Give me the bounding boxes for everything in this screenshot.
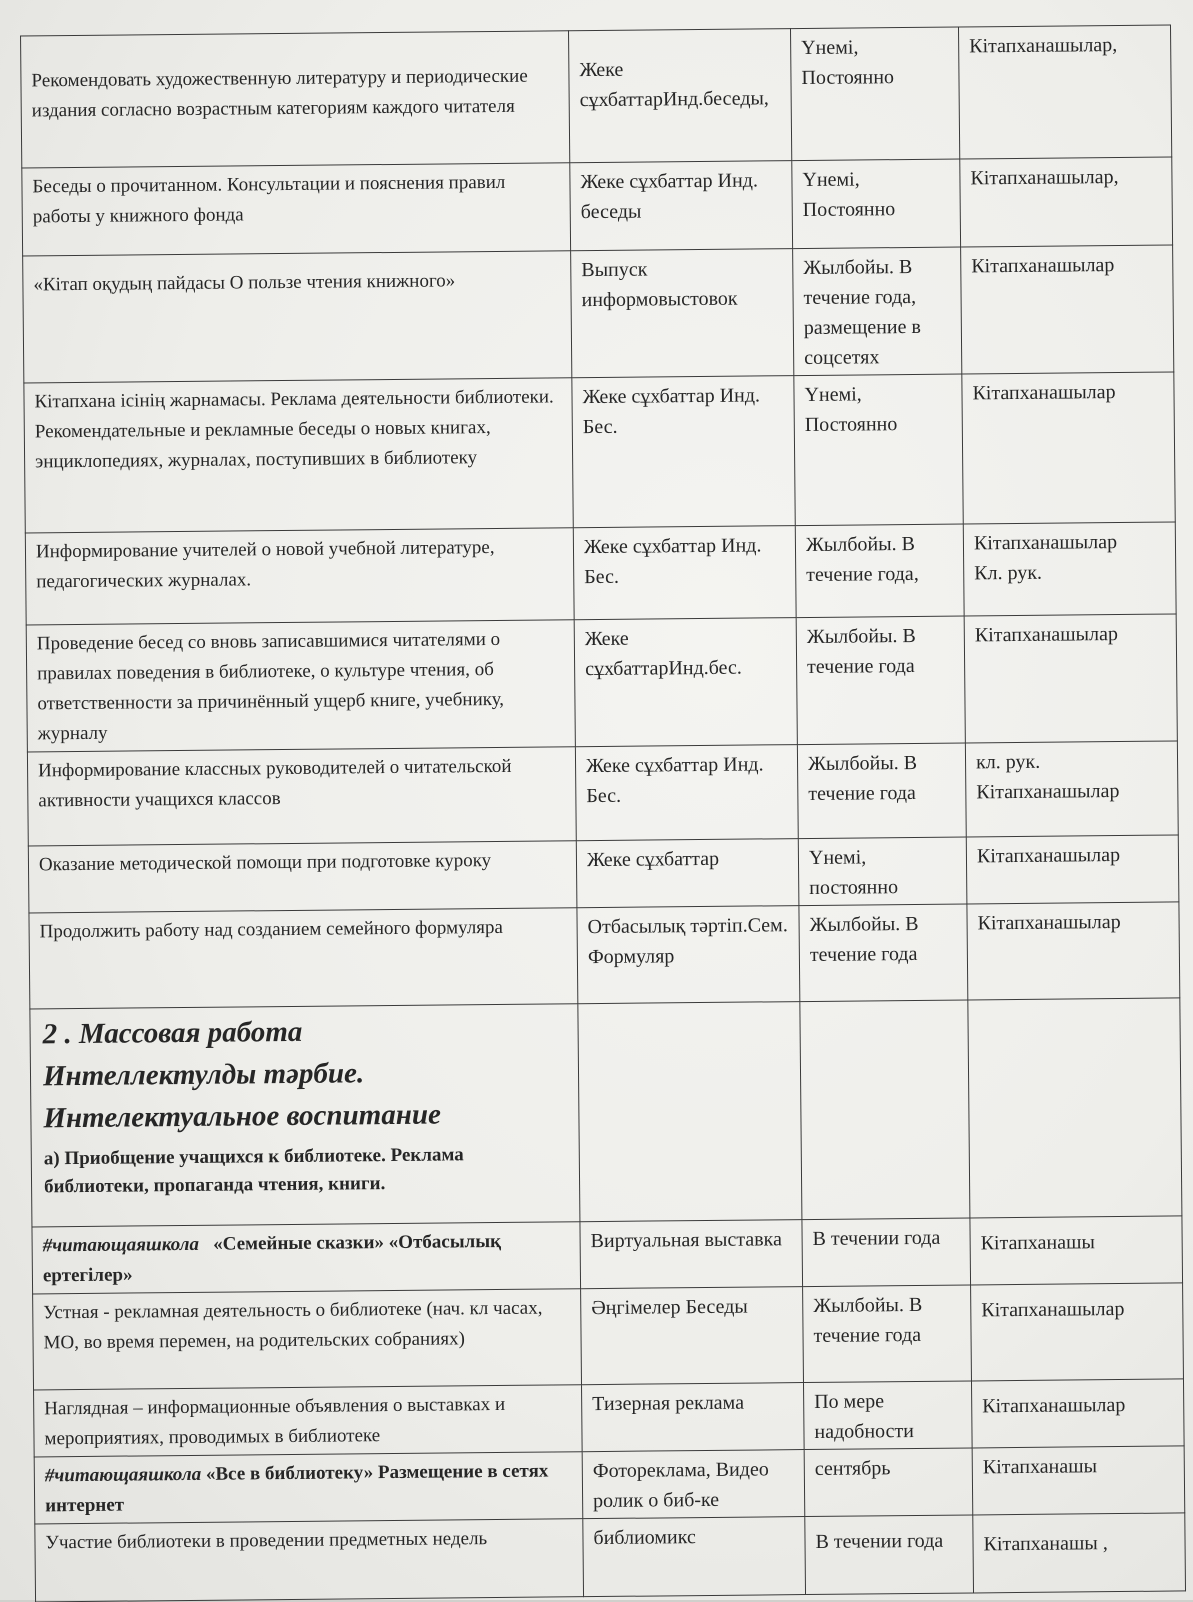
event-text: Информирование учителей о новой учебной литературе, педагогических журналах. bbox=[35, 536, 495, 593]
event-text: Проведение бесед со вновь записавшимися читателями о правилах поведения в библиотеке, о культуре чтения, об ответственности за причинённый ущерб книге, учебнику, журналу bbox=[36, 628, 505, 745]
event-cell bbox=[23, 251, 572, 383]
form-cell bbox=[575, 745, 798, 841]
table-row bbox=[22, 157, 1173, 256]
form-cell bbox=[572, 376, 795, 528]
table-row bbox=[29, 902, 1180, 1009]
responsible-cell bbox=[970, 1216, 1183, 1285]
responsible-cell bbox=[958, 25, 1171, 159]
form-text: Отбасылық тәртіп.Сем. Формуляр bbox=[587, 914, 788, 969]
responsible-cell bbox=[960, 157, 1173, 247]
form-cell bbox=[581, 1287, 804, 1385]
event-text-line: Рекомендательные и рекламные беседы о новых книгах, энциклопедиях, журналах, поступивших в библиотеку bbox=[34, 417, 491, 473]
table-row bbox=[25, 522, 1176, 625]
section-title-line: Интелектуальное воспитание bbox=[43, 1098, 442, 1135]
event-cell bbox=[26, 620, 575, 752]
table-row bbox=[34, 1379, 1185, 1457]
table-row bbox=[26, 614, 1177, 752]
period-text: Үнемі, Постоянно bbox=[802, 168, 896, 222]
responsible-text: Кітапханашылар, bbox=[969, 33, 1118, 58]
form-text: Жеке сұхбаттар Инд. беседы bbox=[580, 169, 759, 224]
responsible-text: Кітапханашылар, bbox=[970, 165, 1119, 190]
period-cell bbox=[800, 1000, 970, 1220]
period-text: Үнемі, Постоянно bbox=[804, 383, 898, 437]
form-cell bbox=[573, 526, 796, 620]
event-text: Информирование классных руководителей о читательской активности учащихся классов bbox=[37, 755, 512, 812]
section-title-line: Интеллектулды тәрбие. bbox=[42, 1057, 365, 1093]
form-text: Жеке сұхбаттарИнд.бес. bbox=[584, 627, 742, 681]
table-row bbox=[23, 245, 1174, 383]
form-cell bbox=[576, 839, 799, 908]
form-text: Фотореклама, Видео ролик о биб-ке bbox=[592, 1458, 769, 1513]
period-text: Жылбойы. В течение года bbox=[807, 751, 918, 805]
event-cell bbox=[32, 1222, 581, 1294]
event-cell bbox=[27, 747, 576, 846]
event-cell bbox=[28, 841, 577, 913]
responsible-cell bbox=[961, 245, 1174, 374]
period-text: Жылбойы. В течение года bbox=[806, 624, 916, 678]
period-cell bbox=[802, 1218, 971, 1287]
period-text: Жылбойы. В течение года, bbox=[805, 532, 919, 587]
table-row bbox=[27, 741, 1178, 846]
event-cell bbox=[24, 378, 573, 533]
responsible-text: Кітапханашы , bbox=[983, 1532, 1108, 1556]
form-cell bbox=[577, 906, 800, 1004]
event-text: Продолжить работу над созданием семейного формуляра bbox=[39, 916, 504, 943]
event-title-text: «Семейные сказки» «Отбасылық ертегілер» bbox=[42, 1230, 502, 1287]
form-cell bbox=[578, 1002, 802, 1222]
responsible-cell bbox=[964, 614, 1177, 743]
form-text: Жеке сұхбаттар Инд. Бес. bbox=[582, 384, 761, 439]
responsible-cell bbox=[965, 741, 1178, 837]
form-cell bbox=[580, 1220, 803, 1289]
responsible-text: Кітапханашылар bbox=[971, 254, 1115, 278]
responsible-text: Кітапханашылар bbox=[976, 844, 1121, 868]
event-text: Оказание методической помощи при подготовке куроку bbox=[38, 850, 492, 876]
responsible-text-line: Кітапханашылар bbox=[976, 780, 1120, 804]
period-text: Үнемі, Постоянно bbox=[801, 36, 895, 90]
event-cell bbox=[33, 1289, 582, 1390]
form-text: Выпуск информовыстовок bbox=[581, 258, 738, 312]
section-title-line: 2 . Массовая работа bbox=[42, 1015, 303, 1051]
hashtag-text: #читающаяшкола bbox=[42, 1233, 200, 1257]
table-row bbox=[34, 1446, 1185, 1524]
event-text: Беседы о прочитанном. Консультации и пояснения правил работы у книжного фонда bbox=[32, 171, 506, 228]
event-title-text: «Все в библиотеку» Размещение в сетях интернет bbox=[45, 1460, 549, 1517]
event-cell bbox=[22, 163, 571, 256]
responsible-text-line: Кітапханашылар bbox=[973, 531, 1118, 555]
responsible-text: Кітапханашылар bbox=[977, 911, 1121, 935]
section-row bbox=[30, 998, 1182, 1227]
period-cell bbox=[794, 374, 963, 526]
responsible-cell bbox=[968, 998, 1182, 1218]
table-row bbox=[35, 1513, 1186, 1602]
period-text: В течении года bbox=[812, 1226, 941, 1250]
table-row bbox=[21, 25, 1172, 168]
form-text: Виртуальная выставка bbox=[590, 1228, 783, 1253]
responsible-text: Кітапханашы bbox=[980, 1231, 1095, 1255]
event-cell bbox=[34, 1452, 583, 1524]
period-cell bbox=[796, 616, 965, 745]
period-cell bbox=[804, 1448, 973, 1517]
period-text: По мере надобности bbox=[814, 1390, 915, 1443]
period-cell bbox=[793, 247, 962, 376]
responsible-text: Кітапханашылар bbox=[982, 1393, 1126, 1418]
form-text: библиомикс bbox=[593, 1526, 696, 1550]
section-subtitle: а) Приобщение учащихся к библиотеке. Реклама библиотеки, пропаганда чтения, книги. bbox=[43, 1144, 464, 1198]
work-plan-table bbox=[20, 24, 1186, 1602]
period-cell bbox=[799, 904, 968, 1002]
period-cell bbox=[790, 27, 959, 161]
responsible-cell bbox=[963, 522, 1176, 616]
table-row bbox=[28, 835, 1179, 913]
form-cell bbox=[583, 1517, 806, 1597]
responsible-cell bbox=[971, 1379, 1184, 1448]
responsible-cell bbox=[967, 902, 1180, 1000]
form-cell bbox=[574, 618, 797, 747]
form-cell bbox=[569, 29, 792, 163]
table-row bbox=[32, 1216, 1183, 1294]
period-text: В течении года bbox=[815, 1529, 944, 1553]
form-cell bbox=[570, 161, 793, 251]
responsible-cell bbox=[966, 835, 1179, 904]
form-cell bbox=[571, 249, 794, 378]
responsible-cell bbox=[973, 1513, 1186, 1593]
section-cell bbox=[30, 1004, 580, 1227]
period-cell bbox=[798, 837, 967, 906]
event-cell bbox=[29, 908, 578, 1009]
form-text: Жеке сұхбаттар Инд. Бес. bbox=[585, 753, 764, 808]
event-text-line: Кітапхана ісінің жарнамасы. Реклама деятельности библиотеки. bbox=[34, 386, 554, 413]
responsible-text: Кітапханашылар bbox=[981, 1297, 1125, 1322]
event-cell bbox=[34, 1385, 583, 1457]
period-cell bbox=[792, 159, 961, 249]
period-text: Жылбойы. В течение года bbox=[809, 912, 919, 966]
form-cell bbox=[582, 1383, 805, 1452]
responsible-cell bbox=[971, 1283, 1184, 1381]
event-cell bbox=[25, 528, 574, 625]
table-row bbox=[24, 372, 1175, 533]
responsible-cell bbox=[962, 372, 1175, 524]
form-text: Тизерная реклама bbox=[592, 1391, 745, 1416]
responsible-cell bbox=[972, 1446, 1185, 1515]
event-text: Участие библиотеки в проведении предметных недель bbox=[45, 1528, 488, 1554]
period-text: Үнемі, постоянно bbox=[808, 846, 899, 899]
event-text: Наглядная – информационные объявления о выставках и мероприятиях, проводимых в библиотеке bbox=[44, 1393, 506, 1450]
period-cell bbox=[803, 1285, 972, 1383]
responsible-text-line: кл. рук. bbox=[975, 750, 1041, 774]
form-text: Жеке сұхбаттарИнд.беседы, bbox=[579, 58, 769, 112]
hashtag-text: #читающаяшкола bbox=[44, 1463, 202, 1487]
event-text: Устная - рекламная деятельность о библиотеке (нач. кл часах, МО, во время перемен, на родительских собраниях) bbox=[43, 1297, 543, 1354]
event-text: Рекомендовать художественную литературу и периодические издания согласно возрастным категориям каждого читателя bbox=[31, 65, 528, 122]
event-cell bbox=[21, 31, 570, 168]
period-cell bbox=[805, 1515, 974, 1595]
responsible-text-line: Кл. рук. bbox=[974, 561, 1043, 585]
period-cell bbox=[797, 743, 966, 839]
form-text: Жеке сұхбаттар bbox=[586, 847, 720, 872]
period-text: Жылбойы. В течение года, размещение в соцсетях bbox=[803, 255, 922, 370]
form-text: Жеке сұхбаттар Инд. Бес. bbox=[583, 534, 762, 589]
form-cell bbox=[582, 1450, 805, 1519]
responsible-text: Кітапханашылар bbox=[974, 623, 1119, 647]
table-row bbox=[33, 1283, 1184, 1390]
section-title bbox=[42, 1008, 570, 1139]
period-cell bbox=[795, 524, 964, 618]
event-cell bbox=[35, 1519, 584, 1602]
period-text: Жылбойы. В течение года bbox=[813, 1293, 923, 1347]
event-text: «Кітап оқудың пайдасы О пользе чтения книжного» bbox=[33, 270, 456, 296]
responsible-text: Кітапханашылар bbox=[972, 381, 1116, 405]
responsible-text: Кітапханашы bbox=[982, 1455, 1098, 1479]
form-text: Әңгімелер Беседы bbox=[591, 1295, 748, 1320]
period-text: сентябрь bbox=[814, 1457, 891, 1480]
period-cell bbox=[803, 1381, 972, 1450]
